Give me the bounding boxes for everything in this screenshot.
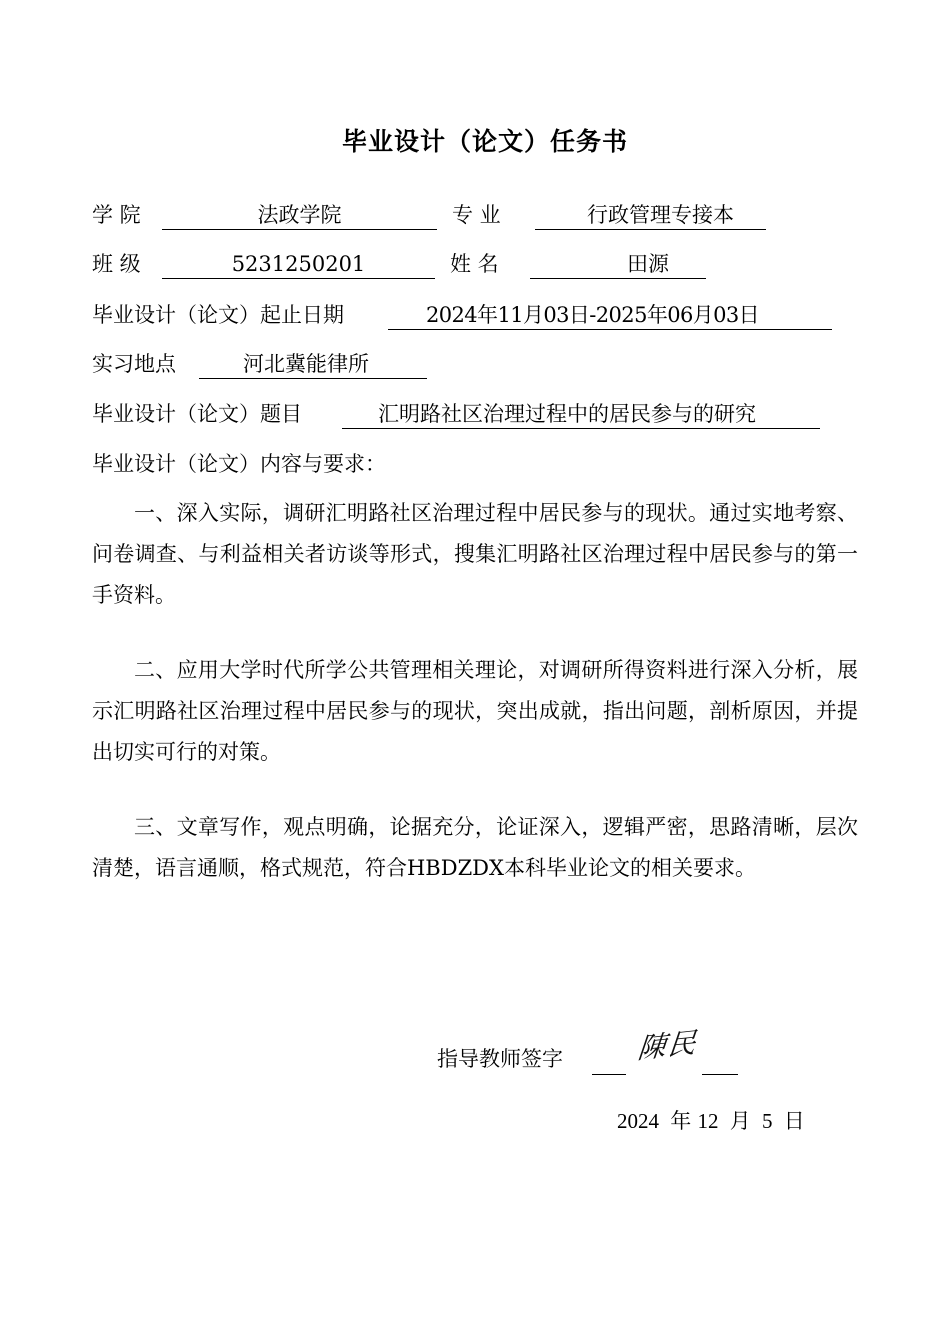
advisor-signature-label: 指导教师签字 (437, 1047, 563, 1071)
name-label: 姓 名 (450, 252, 499, 276)
requirement-paragraph-2: 二、应用大学时代所学公共管理相关理论，对调研所得资料进行深入分析，展示汇明路社区治理过程中居民参与的现状，突出成就，指出问题，剖析原因，并提出切实可行的对策。 (92, 658, 858, 764)
class-value: 5231250201 (162, 251, 435, 279)
internship-label: 实习地点 (92, 352, 176, 376)
date-day-unit: 日 (783, 1109, 805, 1133)
date-month: 12 (697, 1109, 719, 1133)
dates-value: 2024年11月03日-2025年06月03日 (388, 302, 832, 330)
name-value: 田源 (530, 251, 706, 279)
signature-underline-right (702, 1050, 738, 1075)
requirement-paragraph-3: 三、文章写作，观点明确，论据充分，论证深入，逻辑严密，思路清晰，层次清楚，语言通顺，格式规范，符合HBDZDX本科毕业论文的相关要求。 (92, 815, 858, 880)
content-label: 毕业设计（论文）内容与要求： (92, 452, 386, 476)
signature-underline-left (592, 1050, 626, 1075)
date-month-unit: 月 (729, 1109, 751, 1133)
internship-value: 河北冀能律所 (199, 351, 427, 379)
sign-date (617, 1106, 805, 1136)
major-label: 专 业 (452, 203, 501, 227)
college-label: 学 院 (92, 203, 141, 227)
class-label: 班 级 (92, 252, 141, 276)
college-value: 法政学院 (162, 202, 437, 230)
document-title: 毕业设计（论文）任务书 (341, 127, 628, 156)
topic-value: 汇明路社区治理过程中的居民参与的研究 (342, 401, 820, 429)
date-year-unit: 年 (670, 1109, 692, 1133)
requirement-paragraph-1: 一、深入实际，调研汇明路社区治理过程中居民参与的现状。通过实地考察、问卷调查、与利益相关者访谈等形式，搜集汇明路社区治理过程中居民参与的第一手资料。 (92, 501, 858, 607)
topic-label: 毕业设计（论文）题目 (92, 402, 302, 426)
date-year: 2024 (617, 1109, 659, 1133)
advisor-handwritten-signature: 陳民 (636, 1025, 700, 1066)
dates-label: 毕业设计（论文）起止日期 (92, 303, 344, 327)
date-day: 5 (762, 1109, 773, 1133)
major-value: 行政管理专接本 (535, 202, 766, 230)
